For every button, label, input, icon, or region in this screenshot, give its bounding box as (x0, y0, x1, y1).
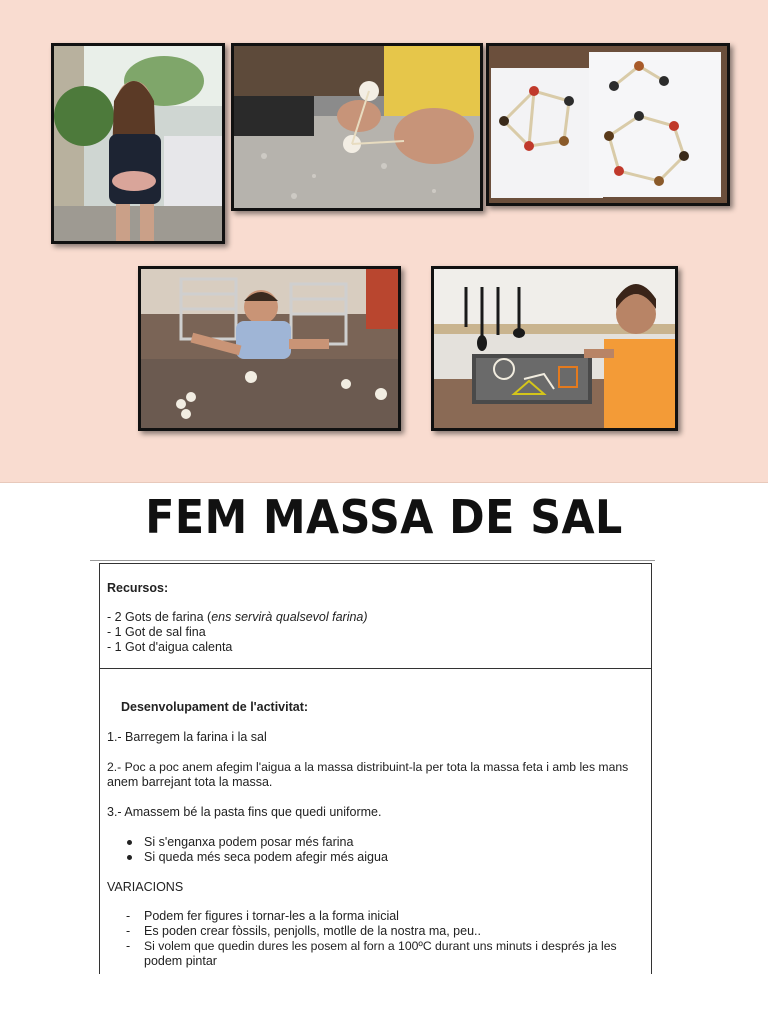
dash-marker: - (126, 924, 131, 938)
photo-collage-panel (0, 0, 768, 483)
variacions-heading: VARIACIONS (107, 880, 184, 894)
recursos-item-1-note: ens servirà qualsevol farina) (211, 610, 368, 624)
variacio-2: Es poden crear fòssils, penjolls, motlle de la nostra ma, peu.. (144, 924, 481, 938)
dash-marker: - (126, 909, 131, 923)
recursos-heading: Recursos: (107, 581, 169, 595)
bullet-dot (127, 855, 132, 860)
step-1: 1.- Barregem la farina i la sal (107, 730, 267, 744)
recursos-item-1 (107, 610, 368, 625)
photo-hands-shaping-dough (231, 43, 483, 211)
step-3: 3.- Amassem bé la pasta fins que quedi uniforme. (107, 805, 382, 819)
variacio-3-line-1: Si volem que quedin dures les posem al forn a 100ºC durant uns minuts i després ja les (144, 939, 617, 953)
recursos-item-1-main: - 2 Gots de farina ( (107, 610, 212, 624)
document-top-rule (90, 560, 655, 561)
recursos-item-3: - 1 Got d'aigua calenta (107, 640, 233, 654)
bullet-2: Si queda més seca podem afegir més aigua (144, 850, 388, 864)
photo-girl-with-baking-tray (431, 266, 678, 431)
page-title: FEM MASSA DE SAL (145, 490, 623, 544)
bullet-1: Si s'enganxa podem posar més farina (144, 835, 354, 849)
desenvolupament-heading: Desenvolupament de l'activitat: (121, 700, 309, 714)
photo-girl-holding-dough (51, 43, 225, 244)
photo-dough-ball-shapes (486, 43, 730, 206)
variacio-1: Podem fer figures i tornar-les a la forma inicial (144, 909, 399, 923)
bullet-dot (127, 840, 132, 845)
recursos-section (100, 564, 651, 669)
recursos-item-2: - 1 Got de sal fina (107, 625, 206, 639)
step-2-line-1: 2.- Poc a poc anem afegim l'aigua a la massa distribuint-la per tota la massa feta i amb les mans (107, 760, 629, 774)
variacio-3-line-2: podem pintar (144, 954, 217, 968)
photo-boy-at-table (138, 266, 401, 431)
activity-document (99, 563, 652, 974)
step-2-line-2: anem barrejant tota la massa. (107, 775, 273, 789)
dash-marker: - (126, 939, 131, 953)
